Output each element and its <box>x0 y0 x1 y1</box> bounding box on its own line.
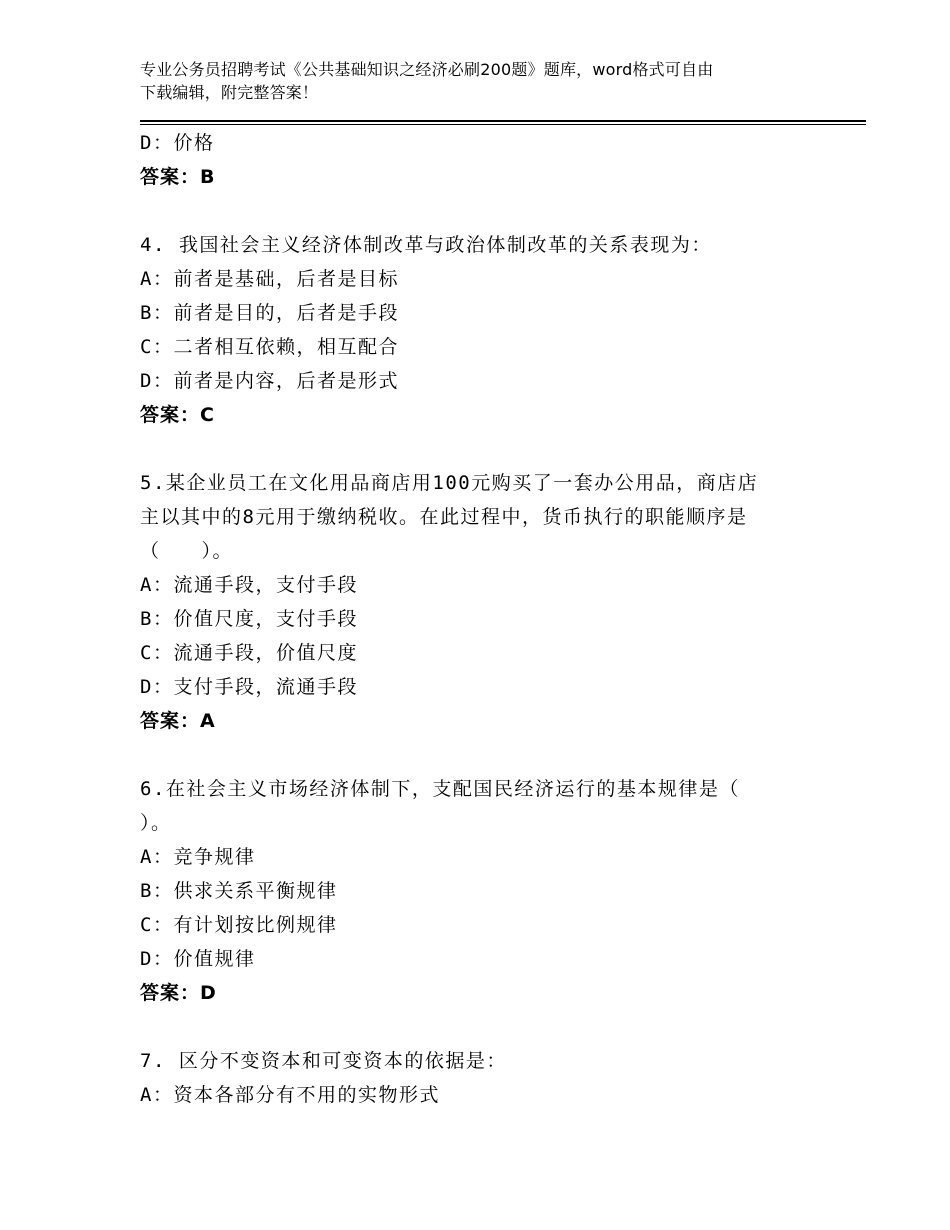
q4-option-d: D：前者是内容，后者是形式 <box>140 370 399 392</box>
q6-option-c: C：有计划按比例规律 <box>140 914 338 936</box>
q5-stem-line-2: 主以其中的8元用于缴纳税收。在此过程中，货币执行的职能顺序是 <box>140 506 748 528</box>
q4-stem: 4. 我国社会主义经济体制改革与政治体制改革的关系表现为： <box>140 234 712 256</box>
header-rule-thin <box>140 124 866 125</box>
header-line-2: 下载编辑，附完整答案！ <box>140 83 319 102</box>
q6-option-a: A：竞争规律 <box>140 846 256 868</box>
header-rule-thick <box>140 120 866 122</box>
q7-option-a: A：资本各部分有不用的实物形式 <box>140 1084 440 1106</box>
q5-answer: 答案：A <box>140 710 216 732</box>
question-content <box>140 126 820 1112</box>
q5-stem-line-1: 5.某企业员工在文化用品商店用100元购买了一套办公用品，商店店 <box>140 472 759 494</box>
q5-option-c: C：流通手段，价值尺度 <box>140 642 358 664</box>
q5-option-d: D：支付手段，流通手段 <box>140 676 358 698</box>
q4-option-b: B：前者是目的，后者是手段 <box>140 302 399 324</box>
question-gap <box>140 738 820 772</box>
q4-option-a: A：前者是基础，后者是目标 <box>140 268 399 290</box>
q3-answer: 答案：B <box>140 166 216 188</box>
q3-option-d: D：价格 <box>140 132 215 154</box>
question-gap <box>140 432 820 466</box>
question-gap <box>140 194 820 228</box>
q5-option-b: B：价值尺度，支付手段 <box>140 608 358 630</box>
q4-answer: 答案：C <box>140 404 215 426</box>
q6-option-b: B：供求关系平衡规律 <box>140 880 338 902</box>
q6-stem-line-2: ）。 <box>140 812 172 834</box>
q5-stem-line-3: （ ）。 <box>140 540 234 562</box>
header-line-1: 专业公务员招聘考试《公共基础知识之经济必刷200题》题库，word格式可自由 <box>140 60 714 79</box>
q6-option-d: D：价值规律 <box>140 948 256 970</box>
q4-option-c: C：二者相互依赖，相互配合 <box>140 336 399 358</box>
q5-option-a: A：流通手段，支付手段 <box>140 574 358 596</box>
q7-stem: 7. 区分不变资本和可变资本的依据是： <box>140 1050 507 1072</box>
page-header <box>140 58 810 104</box>
q6-stem-line-1: 6.在社会主义市场经济体制下，支配国民经济运行的基本规律是（ <box>140 778 740 800</box>
q6-answer: 答案：D <box>140 982 217 1004</box>
question-gap <box>140 1010 820 1044</box>
